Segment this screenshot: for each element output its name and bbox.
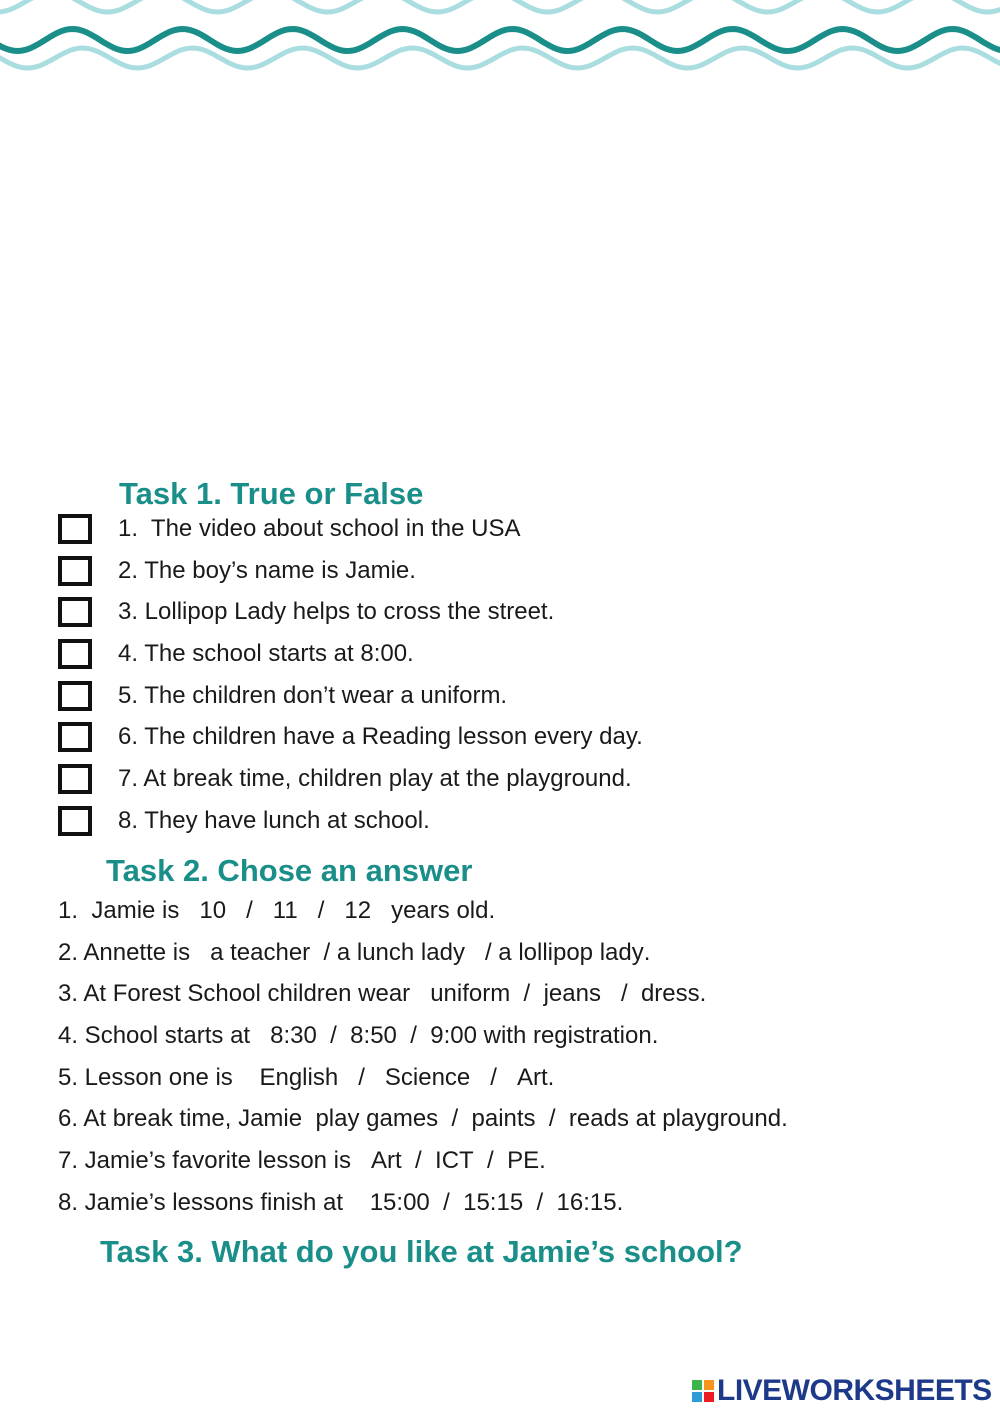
tf-statement: 2. The boy’s name is Jamie.: [118, 556, 416, 584]
answer-option[interactable]: 15:00: [369, 1188, 430, 1216]
question-text: 2. Annette is: [58, 938, 211, 966]
tf-statement: 7. At break time, children play at the playground.: [118, 764, 632, 792]
answer-option[interactable]: uniform: [430, 980, 511, 1008]
liveworksheets-brand: [692, 1374, 992, 1408]
tf-statement: 5. The children don’t wear a uniform.: [118, 681, 508, 709]
mc-item: [58, 932, 788, 974]
answer-checkbox[interactable]: [58, 556, 92, 586]
answer-option[interactable]: 11: [272, 896, 298, 924]
tf-item: [58, 716, 643, 758]
answer-option[interactable]: 8:30: [270, 1021, 317, 1049]
tf-statement: 8. They have lunch at school.: [118, 806, 430, 834]
answer-option[interactable]: PE: [507, 1146, 540, 1174]
question-text: 3. At Forest School children wear: [58, 980, 431, 1008]
tf-item: [58, 550, 643, 592]
question-text-end: with registration.: [476, 1021, 659, 1049]
wave-line-light-bottom: [0, 48, 1000, 68]
option-separator: /: [438, 1105, 472, 1133]
option-separator: /: [600, 980, 641, 1008]
mc-item: [58, 1140, 788, 1182]
answer-checkbox[interactable]: [58, 722, 92, 752]
answer-option[interactable]: 12: [344, 896, 372, 924]
task3-title: Task 3. What do you like at Jamie’s school?: [100, 1234, 743, 1269]
true-false-list: [58, 508, 643, 842]
tf-item: [58, 758, 643, 800]
option-separator: /: [429, 1188, 464, 1216]
answer-checkbox[interactable]: [58, 639, 92, 669]
answer-checkbox[interactable]: [58, 764, 92, 794]
tf-item: [58, 675, 643, 717]
mc-item: [58, 1057, 788, 1099]
option-separator: /: [473, 1146, 508, 1174]
answer-checkbox[interactable]: [58, 806, 92, 836]
answer-option[interactable]: 15:15: [463, 1188, 524, 1216]
option-separator: /: [510, 980, 544, 1008]
answer-option[interactable]: ICT: [435, 1146, 474, 1174]
option-separator: /: [464, 938, 499, 966]
tf-item: [58, 591, 643, 633]
mc-item: [58, 890, 788, 932]
question-text: 8. Jamie’s lessons finish at: [58, 1188, 370, 1216]
question-text-end: .: [547, 1063, 555, 1091]
option-separator: /: [401, 1146, 436, 1174]
option-separator: /: [523, 1188, 557, 1216]
answer-option[interactable]: 8:50: [350, 1021, 397, 1049]
answer-option[interactable]: 9:00: [430, 1021, 477, 1049]
answer-checkbox[interactable]: [58, 514, 92, 544]
tf-item: [58, 508, 643, 550]
tf-statement: 4. The school starts at 8:00.: [118, 639, 414, 667]
answer-option[interactable]: Science: [384, 1063, 471, 1091]
answer-option[interactable]: 16:15: [556, 1188, 617, 1216]
mc-item: [58, 1098, 788, 1140]
question-text-end: years old.: [371, 896, 496, 924]
answer-option[interactable]: Art: [371, 1146, 402, 1174]
tf-item: [58, 800, 643, 842]
answer-option[interactable]: paints: [471, 1105, 536, 1133]
mc-item: [58, 973, 788, 1015]
option-separator: /: [535, 1105, 569, 1133]
answer-option[interactable]: Art: [516, 1063, 548, 1091]
option-separator: /: [297, 896, 345, 924]
task2-title: Task 2. Chose an answer: [106, 853, 473, 888]
tf-statement: 1. The video about school in the USA: [118, 514, 521, 542]
answer-option[interactable]: jeans: [543, 980, 601, 1008]
mc-item: [58, 1015, 788, 1057]
option-separator: /: [310, 938, 337, 966]
option-separator: /: [226, 896, 273, 924]
answer-option[interactable]: a lollipop lady: [498, 938, 644, 966]
question-text: 6. At break time, Jamie: [58, 1105, 316, 1133]
question-text-end: .: [699, 980, 707, 1008]
answer-option[interactable]: English: [259, 1063, 339, 1091]
answer-option[interactable]: 10: [199, 896, 227, 924]
wave-border-decoration: [0, 0, 1000, 80]
question-text: 7. Jamie’s favorite lesson is: [58, 1146, 372, 1174]
question-text-end: .: [643, 938, 651, 966]
option-separator: /: [470, 1063, 517, 1091]
brand-name: LIVEWORKSHEETS: [717, 1374, 992, 1407]
wave-line-light-top: [0, 0, 1000, 12]
option-separator: /: [338, 1063, 385, 1091]
question-text: 1. Jamie is: [58, 896, 200, 924]
option-separator: /: [316, 1021, 351, 1049]
question-text-end: at playground.: [628, 1105, 788, 1133]
answer-checkbox[interactable]: [58, 597, 92, 627]
answer-option[interactable]: reads: [568, 1105, 629, 1133]
question-text: 5. Lesson one is: [58, 1063, 260, 1091]
tf-statement: 6. The children have a Reading lesson every day.: [118, 723, 643, 751]
liveworksheets-logo-icon: [692, 1380, 714, 1402]
question-text-end: .: [539, 1146, 546, 1174]
answer-checkbox[interactable]: [58, 681, 92, 711]
question-text-end: .: [616, 1188, 624, 1216]
answer-option[interactable]: a teacher: [210, 938, 311, 966]
answer-option[interactable]: play games: [315, 1105, 439, 1133]
question-text: 4. School starts at: [58, 1021, 271, 1049]
mc-item: [58, 1182, 788, 1224]
option-separator: /: [396, 1021, 431, 1049]
tf-statement: 3. Lollipop Lady helps to cross the street.: [118, 598, 555, 626]
task1-title: Task 1. True or False: [119, 476, 424, 511]
answer-option[interactable]: a lunch lady: [336, 938, 465, 966]
choose-answer-list: [58, 890, 788, 1224]
answer-option[interactable]: dress: [640, 980, 700, 1008]
tf-item: [58, 633, 643, 675]
